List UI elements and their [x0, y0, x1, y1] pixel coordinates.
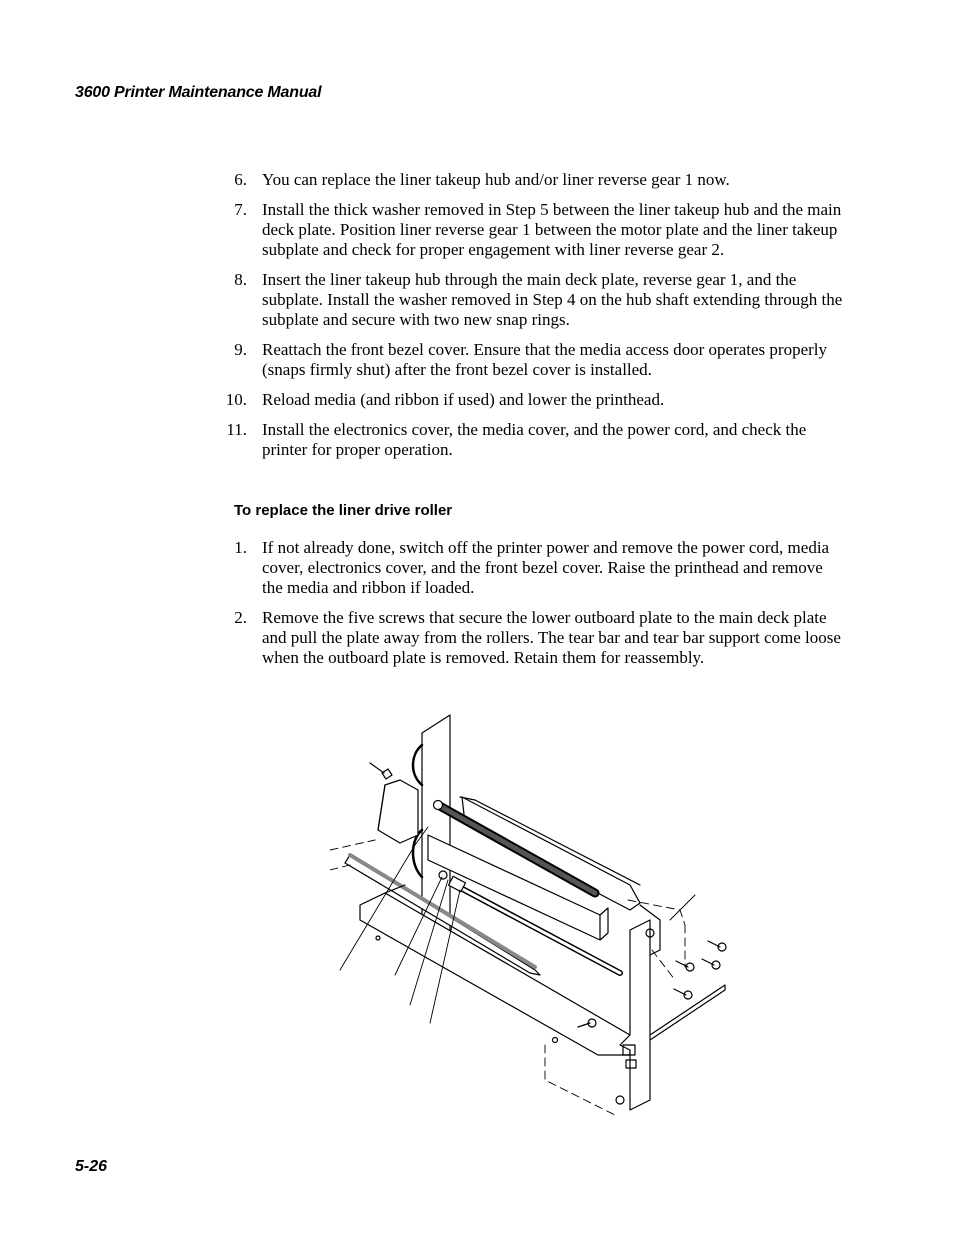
steps-list-liner-drive-roller [220, 538, 845, 678]
page-number: 5-26 [75, 1158, 108, 1175]
step-text: You can replace the liner takeup hub and/or liner reverse gear 1 now. [262, 170, 730, 189]
step-number: 11. [226, 420, 247, 439]
step-text: If not already done, switch off the printer power and remove the power cord, media cover, electronics cover, and the front bezel cover. Raise the printhead and remove the media and ribbon if loaded. [262, 538, 830, 597]
list-item [220, 340, 845, 380]
step-text: Remove the five screws that secure the lower outboard plate to the main deck plate and pull the plate away from the rollers. The tear bar and tear bar support come loose when the outboard plate is removed. Retain them for reassembly. [262, 608, 841, 667]
list-item [220, 200, 845, 260]
screw-icon [382, 769, 392, 779]
step-text: Insert the liner takeup hub through the main deck plate, reverse gear 1, and the subplate. Install the washer removed in Step 4 on the hub shaft extending through the subplate and secure with two new snap rings. [262, 270, 843, 329]
step-text: Install the thick washer removed in Step 5 between the liner takeup hub and the main deck plate. Position liner reverse gear 1 between the motor plate and the liner takeup subplate and check for proper engagement with liner reverse gear 2. [262, 200, 842, 259]
step-number: 10. [225, 390, 247, 409]
list-item [220, 420, 845, 460]
step-number: 8. [234, 270, 247, 289]
step-text: Install the electronics cover, the media cover, and the power cord, and check the printer for proper operation. [262, 420, 807, 459]
steps-list-reassembly [220, 170, 845, 470]
step-number: 7. [234, 200, 247, 219]
step-number: 1. [234, 538, 247, 557]
step-text: Reload media (and ribbon if used) and lower the printhead. [262, 390, 665, 409]
list-item [220, 538, 845, 598]
step-text: Reattach the front bezel cover. Ensure that the media access door operates properly (snaps firmly shut) after the front bezel cover is installed. [262, 340, 828, 379]
list-item [220, 608, 845, 668]
lower-outboard-plate [620, 920, 650, 1110]
list-item [220, 390, 845, 410]
exploded-view-illustration [330, 705, 730, 1120]
section-heading: To replace the liner drive roller [234, 502, 453, 519]
step-number: 2. [234, 608, 247, 627]
list-item [220, 170, 845, 190]
step-number: 9. [234, 340, 247, 359]
step-number: 6. [234, 170, 247, 189]
running-header: 3600 Printer Maintenance Manual [75, 84, 322, 101]
list-item [220, 270, 845, 330]
